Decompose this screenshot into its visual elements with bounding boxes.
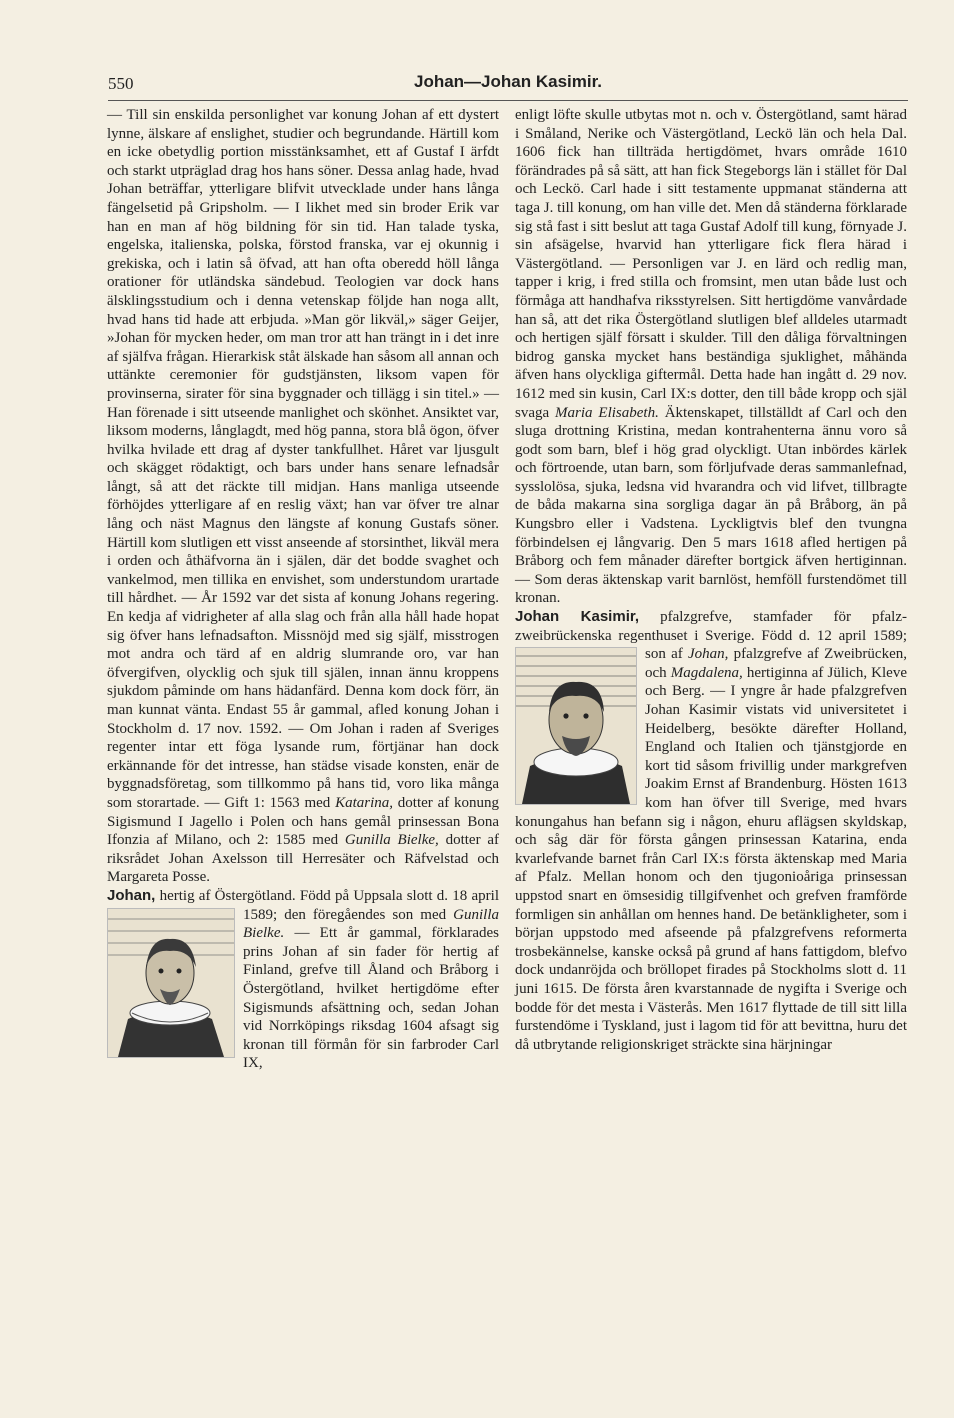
kasimir-text2: pfalzgrefve af Zweibrücken, och xyxy=(645,646,907,681)
entry-headword-johan-kasimir: Johan Kasimir, xyxy=(515,608,640,626)
spouse1-text: dotter af konung Sigismund I Jagello i Polen och hans gemål prinsessan Bona Ifonzia af Milano, och 2: 1585 med xyxy=(107,794,500,849)
continuation-text1: enligt löfte skulle utbytas mot n. och v. Östergötland, samt härad i Småland, Nerike och Västergötland, Leckö län och hela Dal. 1606 fick han tillträda hertigdömet, hvars område 1610 förändrades på så sätt, att han fick Stegeborgs län i stället för Dal och Leckö. Carl hade i sitt testamente uppmanat ständerna att taga J. till konung, om han ville det. Men då ständerna förklarade sig stå fast i sitt beslut att taga Gustaf Adolf till kung, förnyade J. sin afsägelse, hvarvid han ytterligare fick flera härad i Västergötland. — Personligen var J. en lärd och redlig man, tapper i krig, i fred stilla och fromsint, men utan både lust och förmåga att handhafva riksstyrelsen. Sitt hertigdöme vanvårdade han så, att det rika Östergötland slutligen blef alldeles utarmadt och hertigen själf försatt i skulder. Till den dåliga förvaltningen bidrog ganska mycket hans beständiga sjuklighet, måhända äfven hans olyckliga giftermål. Detta hade han ingått d. 29 nov. 1612 med sin kusin, Carl IX:s dotter, den till både kropp och själ svaga xyxy=(515,107,907,421)
father-name: Johan, xyxy=(688,646,729,663)
johan-hertig-continuation xyxy=(515,106,907,608)
page-number: 550 xyxy=(108,74,134,93)
spouse2-text: dotter af riksrådet Johan Axelsson till Herresäter och Räfvelstad och Margareta Posse. xyxy=(107,832,500,886)
spouse1-name: Katarina, xyxy=(335,794,393,811)
spouse2-name: Gunilla Bielke, xyxy=(344,832,439,849)
kasimir-text3: hertiginna af Jülich, Kleve och Berg. — I yngre år hade pfalzgrefven Johan Kasimir vistats vid universitetet i Heidelberg, besökte därefter Holland, England och Italien och tjänstgjorde en kort tid såsom frivillig under markgrefven Joakim Ernst af Brandenburg. Hösten 1613 kom han öfver till Sverige, med hvars konungahus han befann sig i någon, ehuru aflägsen skyldskap, och såg där för första gången prinsessan Katarina, enda kvarlefvande barnet från Carl IX:s första äktenskap med Maria af Pfalz. Mellan honom och den tjugonioåriga prinsessan uppstod snart en ömsesidig tillgifvenhet och grefven framförde formligen sin anhållan om hennes hand. De betänkligheter, som i början uppstodo med afseende på pfalzgrefvens reformerta trosbekännelse, kanske också på grund af hans fattigdom, blefvo dock undanröjda och bröllopet firades på Stockholms slott d. 11 juni 1615. De första åren kvarstannade de nygifta i Sverige och bodde för det mesta i Västerås. Men 1617 flyttade de till sitt lilla furstendöme i Tyskland, just i lagom tid för att bevittna, huru det då utbrytande religionskriget sträckte sina härjningar xyxy=(515,664,907,1053)
portrait-johan-hertig xyxy=(107,908,235,1058)
johan-iii-paragraph xyxy=(107,106,499,887)
johan-hertig-entry xyxy=(107,887,499,1073)
portrait-johan-kasimir xyxy=(515,647,637,805)
page-header xyxy=(108,72,908,101)
continuation-text2: Äktenskapet, tillställdt af Carl och den sluga drottning Kristina, medan kontrahenterna ännu voro så godt som barn, blef i hög grad olyckligt. Utan inbördes kärlek och förtroende, utan barn, som förljufvade deras sammanlefnad, sysslolösa, sjuka, ledsna vid hvarandra och vid lifvet, tillbragte de båda makarna sina sorgliga dagar än på Bråborg, än på Kungsbro eller i Vadstena. Lyckligtvis blef den tvungna förbindelsen ej långvarig. Den 5 mars 1618 afled hertigen på Bråborg och fem månader därefter bortgick äfven hertiginnan. — Som deras äktenskap varit barnlöst, hemföll furstendömet till kronan. xyxy=(515,404,907,607)
johan-iii-text: — Till sin enskilda personlighet var konung Johan af ett dystert lynne, älskare af enslighet, studier och begrundande. Härtill kom en icke obetydlig portion misstänksamhet, ett af Gustaf I ärfdt och starkt utpräglad drag hos hans söner. Dessa anlag hade, hvad Johan beträffar, ytterligare blifvit utvecklade under hans långa fängelsetid på Gripsholm. — I likhet med sin broder Erik var han en man af hög bildning för sin tid. Han talade tyska, engelska, italienska, polska, förstod franska, var ej okunnig i grekiska, och i latin så öfvad, att han ofta oberedd höll långa orationer för utländska sändebud. Teologien var dock hans älsklingsstudium och i denna vetenskap följde han noga allt, hvad hans tid hade att erbjuda. »Man gör likväl,» säger Geijer, »Johan för mycken heder, om man tror att han trängt in i det inre af själfva frågan. Hierarkisk ståt älskade han såsom all annan och uttänkte ceremonier för gudstjänsten, liksom vapen för provinserna, sirater för sina byggnader och tillägg i sin titel.» — Han förenade i sitt utseende manlighet och skönhet. Ansiktet var, liksom moderns, långlagdt, med hög panna, stora blå ögon, öfver hvilka hvilade ett drag af dyster tankfullhet. Håret var ljusgult och skägget rödaktigt, och bars under hans senare lefnadsår långt, så att det räckte till midjan. Hans manliga utseende förhöjdes ytterligare af en reslig växt; han var öfver tre alnar lång och näst Magnus den längste af konung Gustafs söner. Härtill kom slutligen ett visst anseende af storsinthet, likväl mera i orden och åthäfvorna än i själen, där det bodde svaghet och vankelmod, men tillika en envishet, som understundom urartade till hårdhet. — År 1592 var det sista af konung Johans regering. En kedja af vidrigheter af alla slag och från alla håll hade hopat sig öfver hans lefnadsafton. Missnöjd med sig själf, misstrogen mot andra och tärd af en aldrig slumrande oro, var han öfvergifven, olycklig och sjuk till själen, innan ännu kroppens sjukdom påminde om hans hädanfärd. Denna kom dock förr, än man kunnat vänta. Endast 55 år gammal, afled konung Johan i Stockholm d. 17 nov. 1592. — Om Johan i raden af Sveriges regenter intar ett föga lysande rum, förtjänar han dock erkännande för det intresse, han städse visade konsten, enär de byggnadsföretag, som tillkommo på hans tid, voro lika många som storartade. — Gift 1: 1563 med xyxy=(107,107,499,811)
entry-mother-name: Gunilla Bielke. xyxy=(243,906,499,942)
wife-name: Maria Elisabeth. xyxy=(555,404,659,421)
kasimir-text1: pfalzgrefve, stamfader för pfalz-zweibrückenska regenthuset i Sverige. Född d. 12 april 1589; son af xyxy=(515,609,907,663)
johan-hertig-text1: hertig af Östergötland. Född på Uppsala slott d. 18 april 1589; den föregåendes son med xyxy=(155,887,499,923)
running-head: Johan—Johan Kasimir. xyxy=(414,72,602,91)
entry-headword-johan: Johan, xyxy=(107,886,156,904)
johan-hertig-text2: — Ett år gammal, förklarades prins Johan af sin fader för hertig af Finland, grefve till Åland och Bråborg i Östergötland, hvilket hertigdöme efter Sigismunds afsättning och, sedan Johan vid Norrköpings riksdag 1604 afsagt sig kronan till förmån för sin farbroder Carl IX, xyxy=(243,925,499,1072)
left-column xyxy=(107,106,499,1073)
right-column xyxy=(515,106,907,1054)
johan-kasimir-entry xyxy=(515,608,907,1054)
mother-name: Magdalena, xyxy=(670,664,743,681)
